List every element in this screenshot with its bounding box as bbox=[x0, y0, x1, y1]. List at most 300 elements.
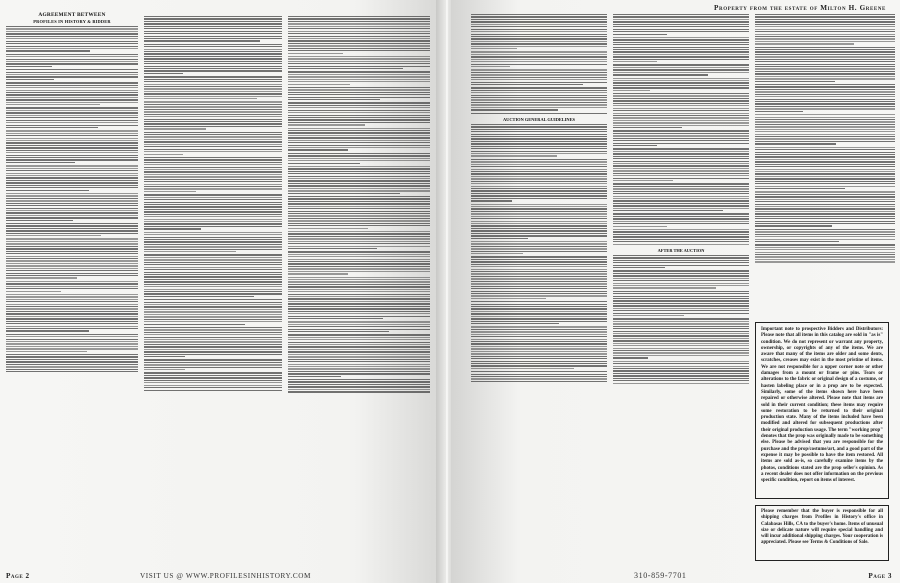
text-line bbox=[144, 316, 282, 317]
text-line bbox=[471, 90, 607, 91]
text-line bbox=[613, 350, 749, 351]
text-line bbox=[288, 74, 430, 75]
text-line bbox=[144, 211, 282, 212]
text-line bbox=[144, 356, 185, 357]
text-line bbox=[144, 390, 282, 391]
text-line bbox=[613, 308, 749, 309]
text-line bbox=[471, 36, 607, 37]
text-line bbox=[613, 191, 749, 192]
text-line bbox=[613, 363, 749, 364]
text-line bbox=[755, 213, 895, 214]
text-line bbox=[144, 246, 282, 247]
text-line bbox=[613, 205, 749, 206]
text-line bbox=[755, 124, 895, 125]
text-line bbox=[755, 221, 895, 222]
text-line bbox=[613, 303, 749, 304]
text-line bbox=[755, 24, 895, 25]
text-line bbox=[613, 143, 749, 144]
text-line bbox=[471, 176, 607, 177]
text-line bbox=[613, 361, 749, 362]
text-line bbox=[613, 64, 749, 65]
text-line bbox=[288, 40, 430, 41]
text-line bbox=[755, 84, 895, 85]
text-line bbox=[613, 328, 749, 329]
text-line bbox=[613, 100, 749, 101]
text-line bbox=[471, 353, 607, 354]
text-line bbox=[471, 363, 607, 364]
text-line bbox=[613, 74, 708, 75]
text-line bbox=[6, 94, 138, 95]
text-line bbox=[471, 84, 583, 85]
text-line bbox=[613, 140, 749, 141]
text-line bbox=[613, 178, 749, 179]
text-line bbox=[613, 54, 749, 55]
text-line bbox=[755, 73, 895, 74]
text-line bbox=[755, 149, 895, 150]
text-line bbox=[144, 375, 282, 376]
text-line bbox=[471, 134, 607, 135]
text-line bbox=[144, 31, 282, 32]
page-number-left: Page 2 bbox=[6, 572, 30, 580]
text-line bbox=[613, 198, 749, 199]
text-line bbox=[6, 361, 138, 362]
text-line bbox=[471, 186, 607, 187]
text-paragraph bbox=[288, 71, 430, 84]
text-line bbox=[144, 362, 282, 363]
text-paragraph bbox=[6, 82, 138, 105]
condition-notice-box bbox=[755, 322, 889, 499]
text-line bbox=[471, 213, 607, 214]
text-line bbox=[288, 243, 430, 244]
text-line bbox=[6, 142, 138, 143]
text-paragraph bbox=[613, 37, 749, 63]
text-paragraph bbox=[144, 101, 282, 129]
text-line bbox=[6, 366, 138, 367]
text-paragraph bbox=[613, 229, 749, 245]
text-paragraph bbox=[288, 56, 430, 69]
text-line bbox=[288, 334, 430, 335]
text-line bbox=[613, 223, 749, 224]
text-line bbox=[144, 66, 282, 67]
text-paragraph bbox=[613, 183, 749, 211]
text-line bbox=[6, 46, 138, 47]
text-line bbox=[613, 293, 749, 294]
text-line bbox=[613, 80, 749, 81]
text-line bbox=[755, 49, 895, 50]
text-line bbox=[288, 228, 368, 229]
column-terms-1 bbox=[6, 12, 138, 561]
text-line bbox=[755, 247, 895, 248]
text-line bbox=[288, 308, 430, 309]
text-line bbox=[288, 376, 341, 377]
text-line bbox=[471, 195, 607, 196]
text-line bbox=[144, 304, 282, 305]
text-line bbox=[6, 69, 138, 70]
text-line bbox=[613, 333, 749, 334]
text-line bbox=[755, 156, 895, 157]
text-line bbox=[613, 44, 749, 45]
text-line bbox=[6, 177, 138, 178]
text-line bbox=[755, 119, 895, 120]
text-line bbox=[144, 226, 282, 227]
text-line bbox=[471, 200, 512, 201]
text-line bbox=[288, 66, 430, 67]
text-line bbox=[144, 53, 282, 54]
text-line bbox=[144, 324, 245, 325]
text-line bbox=[144, 119, 282, 120]
text-line bbox=[288, 354, 430, 355]
text-line bbox=[755, 171, 895, 172]
text-line bbox=[613, 117, 749, 118]
text-paragraph bbox=[755, 47, 895, 82]
text-line bbox=[6, 339, 138, 340]
text-line bbox=[6, 241, 138, 242]
column-terms-5 bbox=[613, 14, 749, 561]
text-line bbox=[288, 279, 430, 280]
text-paragraph bbox=[471, 241, 607, 254]
text-line bbox=[144, 79, 282, 80]
text-line bbox=[288, 346, 430, 347]
text-line bbox=[755, 236, 895, 237]
text-line bbox=[613, 321, 749, 322]
text-line bbox=[471, 198, 607, 199]
text-paragraph bbox=[6, 223, 138, 236]
text-line bbox=[288, 158, 430, 159]
text-line bbox=[288, 206, 430, 207]
text-line bbox=[144, 329, 282, 330]
text-line bbox=[288, 190, 430, 191]
text-line bbox=[613, 98, 749, 99]
text-line bbox=[755, 143, 836, 144]
text-line bbox=[6, 85, 138, 86]
text-line bbox=[6, 82, 138, 83]
text-line bbox=[471, 253, 523, 254]
text-line bbox=[613, 78, 749, 79]
text-paragraph bbox=[755, 191, 895, 226]
text-line bbox=[144, 162, 282, 163]
text-line bbox=[144, 296, 254, 297]
footer-website: VISIT US @ WWW.PROFILESINHISTORY.COM bbox=[140, 572, 311, 580]
text-line bbox=[613, 113, 749, 114]
text-line bbox=[755, 154, 895, 155]
text-paragraph bbox=[144, 16, 282, 42]
text-line bbox=[144, 209, 282, 210]
text-line bbox=[6, 87, 138, 88]
text-line bbox=[613, 180, 673, 181]
text-line bbox=[144, 132, 282, 133]
text-line bbox=[755, 21, 895, 22]
text-line bbox=[755, 94, 895, 95]
text-line bbox=[144, 219, 282, 220]
text-paragraph bbox=[6, 130, 138, 163]
column-terms-2 bbox=[144, 16, 282, 561]
text-line bbox=[6, 225, 138, 226]
text-line bbox=[471, 318, 607, 319]
text-line bbox=[288, 171, 430, 172]
text-line bbox=[144, 101, 282, 102]
text-line bbox=[6, 248, 138, 249]
text-line bbox=[6, 54, 138, 55]
text-line bbox=[471, 126, 607, 127]
text-line bbox=[6, 147, 138, 148]
text-paragraph bbox=[6, 26, 138, 52]
text-line bbox=[144, 98, 257, 99]
text-line bbox=[144, 167, 282, 168]
text-line bbox=[613, 120, 749, 121]
text-line bbox=[471, 336, 607, 337]
text-paragraph bbox=[6, 107, 138, 128]
text-paragraph bbox=[288, 277, 430, 320]
text-line bbox=[144, 70, 282, 71]
text-line bbox=[755, 114, 895, 115]
text-line bbox=[613, 255, 749, 256]
text-line bbox=[755, 59, 895, 60]
text-line bbox=[144, 206, 282, 207]
text-line bbox=[755, 183, 895, 184]
text-line bbox=[288, 135, 430, 136]
text-paragraph bbox=[288, 334, 430, 377]
text-line bbox=[288, 26, 430, 27]
text-line bbox=[755, 191, 895, 192]
text-line bbox=[144, 221, 282, 222]
text-line bbox=[755, 234, 895, 235]
text-line bbox=[288, 391, 430, 392]
text-line bbox=[755, 31, 895, 32]
text-line bbox=[144, 126, 282, 127]
text-line bbox=[6, 125, 138, 126]
text-paragraph bbox=[613, 93, 749, 128]
text-paragraph bbox=[613, 78, 749, 91]
text-line bbox=[288, 180, 430, 181]
text-line bbox=[471, 79, 607, 80]
text-line bbox=[288, 296, 430, 297]
text-line bbox=[755, 223, 895, 224]
text-line bbox=[144, 86, 282, 87]
text-line bbox=[144, 199, 282, 200]
text-line bbox=[288, 18, 430, 19]
text-line bbox=[6, 288, 138, 289]
text-line bbox=[755, 29, 895, 30]
text-line bbox=[613, 378, 749, 379]
text-line bbox=[755, 61, 895, 62]
text-line bbox=[6, 104, 100, 105]
text-line bbox=[6, 313, 138, 314]
text-line bbox=[613, 16, 749, 17]
text-paragraph bbox=[288, 166, 430, 194]
text-line bbox=[144, 151, 282, 152]
text-line bbox=[6, 203, 138, 204]
text-line bbox=[755, 261, 895, 262]
text-line bbox=[471, 304, 607, 305]
text-line bbox=[6, 190, 89, 191]
text-paragraph bbox=[471, 371, 607, 382]
text-line bbox=[471, 24, 607, 25]
text-line bbox=[288, 220, 430, 221]
text-line bbox=[613, 108, 749, 109]
text-line bbox=[144, 284, 282, 285]
text-line bbox=[6, 162, 75, 163]
text-line bbox=[144, 377, 282, 378]
text-line bbox=[6, 251, 138, 252]
text-paragraph bbox=[471, 256, 607, 299]
text-line bbox=[6, 296, 138, 297]
text-line bbox=[613, 151, 749, 152]
text-line bbox=[755, 91, 895, 92]
text-line bbox=[471, 361, 607, 362]
text-line bbox=[144, 197, 282, 198]
text-line bbox=[613, 267, 665, 268]
column-subtitle: PROFILES IN HISTORY & BIDDER bbox=[33, 19, 111, 24]
text-line bbox=[613, 335, 749, 336]
text-line bbox=[288, 351, 430, 352]
text-line bbox=[288, 97, 430, 98]
text-paragraph bbox=[755, 244, 895, 262]
text-line bbox=[6, 354, 138, 355]
text-line bbox=[613, 338, 749, 339]
text-line bbox=[613, 34, 667, 35]
text-line bbox=[6, 175, 138, 176]
text-line bbox=[144, 267, 282, 268]
text-line bbox=[288, 225, 430, 226]
text-line bbox=[144, 136, 282, 137]
text-line bbox=[471, 301, 607, 302]
page-number-right: Page 3 bbox=[868, 572, 892, 580]
text-line bbox=[755, 229, 895, 230]
text-line bbox=[6, 343, 138, 344]
text-line bbox=[6, 316, 138, 317]
text-line bbox=[288, 326, 430, 327]
text-line bbox=[613, 291, 749, 292]
text-line bbox=[6, 281, 138, 282]
text-line bbox=[471, 230, 607, 231]
text-line bbox=[288, 215, 430, 216]
text-line bbox=[471, 278, 607, 279]
text-line bbox=[288, 21, 430, 22]
text-line bbox=[144, 28, 282, 29]
text-line bbox=[471, 291, 607, 292]
text-paragraph bbox=[144, 254, 282, 297]
text-line bbox=[288, 89, 430, 90]
text-line bbox=[471, 266, 607, 267]
text-line bbox=[471, 334, 607, 335]
text-line bbox=[471, 346, 607, 347]
body-text bbox=[471, 14, 607, 114]
text-line bbox=[613, 241, 749, 242]
text-line bbox=[144, 351, 282, 352]
text-line bbox=[613, 323, 749, 324]
text-line bbox=[613, 173, 749, 174]
text-line bbox=[613, 265, 749, 266]
text-line bbox=[6, 180, 138, 181]
text-line bbox=[613, 125, 749, 126]
text-line bbox=[6, 38, 138, 39]
text-line bbox=[755, 106, 895, 107]
text-line bbox=[288, 58, 430, 59]
text-line bbox=[144, 164, 282, 165]
text-line bbox=[288, 63, 430, 64]
text-line bbox=[471, 188, 607, 189]
text-line bbox=[288, 259, 430, 260]
text-line bbox=[471, 264, 607, 265]
text-line bbox=[471, 368, 574, 369]
text-line bbox=[6, 364, 138, 365]
text-line bbox=[288, 359, 430, 360]
text-line bbox=[144, 251, 236, 252]
text-line bbox=[6, 31, 138, 32]
text-line bbox=[144, 234, 282, 235]
text-line bbox=[288, 168, 430, 169]
text-line bbox=[144, 40, 260, 41]
text-line bbox=[6, 371, 138, 372]
text-line bbox=[288, 246, 430, 247]
text-line bbox=[755, 26, 895, 27]
running-head: Property from the estate of Milton H. Greene bbox=[714, 4, 886, 12]
text-line bbox=[144, 346, 282, 347]
text-line bbox=[6, 130, 138, 131]
text-line bbox=[288, 368, 430, 369]
text-line bbox=[613, 56, 749, 57]
text-line bbox=[471, 97, 607, 98]
text-line bbox=[613, 368, 749, 369]
text-line bbox=[6, 200, 138, 201]
text-line bbox=[613, 69, 749, 70]
text-line bbox=[471, 241, 607, 242]
text-line bbox=[288, 311, 430, 312]
text-line bbox=[144, 159, 282, 160]
text-line bbox=[288, 119, 430, 120]
text-line bbox=[288, 303, 430, 304]
text-line bbox=[471, 306, 607, 307]
text-line bbox=[144, 169, 282, 170]
text-line bbox=[144, 262, 282, 263]
text-line bbox=[613, 196, 749, 197]
text-line bbox=[144, 16, 282, 17]
text-line bbox=[6, 275, 138, 276]
text-line bbox=[613, 210, 723, 211]
text-line bbox=[144, 61, 282, 62]
text-line bbox=[144, 319, 282, 320]
text-line bbox=[6, 150, 138, 151]
text-line bbox=[288, 321, 430, 322]
text-paragraph bbox=[471, 113, 607, 114]
text-paragraph bbox=[613, 291, 749, 317]
text-line bbox=[288, 266, 430, 267]
text-line bbox=[144, 202, 282, 203]
text-line bbox=[471, 153, 607, 154]
text-line bbox=[613, 85, 749, 86]
text-line bbox=[613, 203, 749, 204]
text-line bbox=[613, 158, 749, 159]
text-paragraph bbox=[613, 318, 749, 358]
text-line bbox=[288, 130, 430, 131]
text-line bbox=[613, 21, 749, 22]
section-heading-guidelines: AUCTION GENERAL GUIDELINES bbox=[503, 116, 575, 122]
text-paragraph bbox=[471, 204, 607, 239]
text-line bbox=[471, 74, 607, 75]
text-line bbox=[144, 171, 282, 172]
text-paragraph bbox=[613, 130, 749, 146]
text-line bbox=[613, 39, 749, 40]
text-line bbox=[144, 93, 282, 94]
text-line bbox=[471, 181, 607, 182]
text-line bbox=[6, 92, 138, 93]
text-line bbox=[613, 305, 749, 306]
text-line bbox=[288, 115, 430, 116]
text-line bbox=[471, 378, 607, 379]
text-line bbox=[755, 252, 895, 253]
text-line bbox=[288, 137, 430, 138]
text-line bbox=[6, 228, 138, 229]
